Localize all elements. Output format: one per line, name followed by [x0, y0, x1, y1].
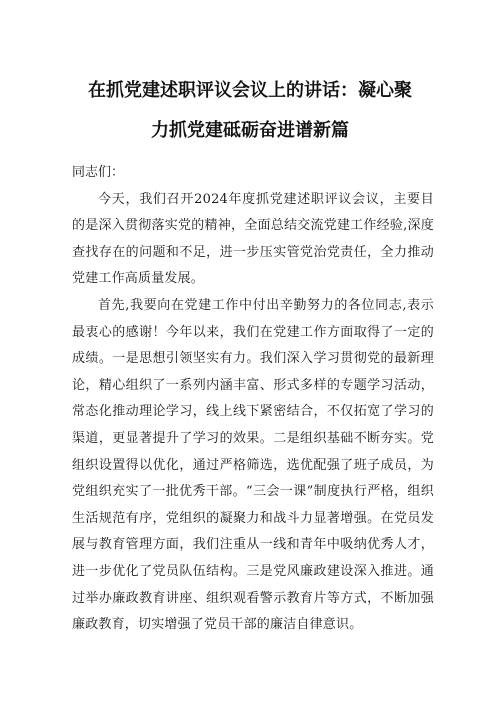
salutation: 同志们： — [72, 165, 125, 180]
document-title-line-2: 力抓党建砥砺奋进谱新篇 — [151, 120, 349, 141]
paragraph-achievements: 首先,我要向在党建工作中付出辛勤努力的各位同志,表示最衷心的感谢！今年以来，我们在党建工作方面取得了一定的成绩。一是思想引领坚实有力。我们深入学习贯彻党的最新理论，精心组织了一系列内涵丰富、形式多样的专题学习活动，常态化推动理论学习，线上线下紧密结合，不仅拓宽了学习的渠道，更显著提升了学习的效果。二是组织基础不断夯实。党组织设置得以优化，通过严格筛选，选优配强了班子成员，为党组织充实了一批优秀干部。“三会一课”制度执行严格，组织生活规范有序，党组织的凝聚力和战斗力显著增强。在党员发展与教育管理方面，我们注重从一线和青年中吸纳优秀人才，进一步优化了党员队伍结构。三是党风廉政建设深入推进。通过举办廉政教育讲座、组织观看警示教育片等方式，不断加强廉政教育，切实增强了党员干部的廉洁自律意识。 — [72, 297, 434, 633]
document-body — [72, 160, 434, 639]
paragraph-opening: 今天，我们召开2024年度抓党建述职评议会议，主要目的是深入贯彻落实党的精神，全面总结交流党建工作经验,深度查找存在的问题和不足，进一步压实管党治党责任，全力推动党建工作高质量发展。 — [72, 191, 434, 287]
document-title-line-1: 在抓党建述职评议会议上的讲话：凝心聚 — [88, 80, 412, 101]
